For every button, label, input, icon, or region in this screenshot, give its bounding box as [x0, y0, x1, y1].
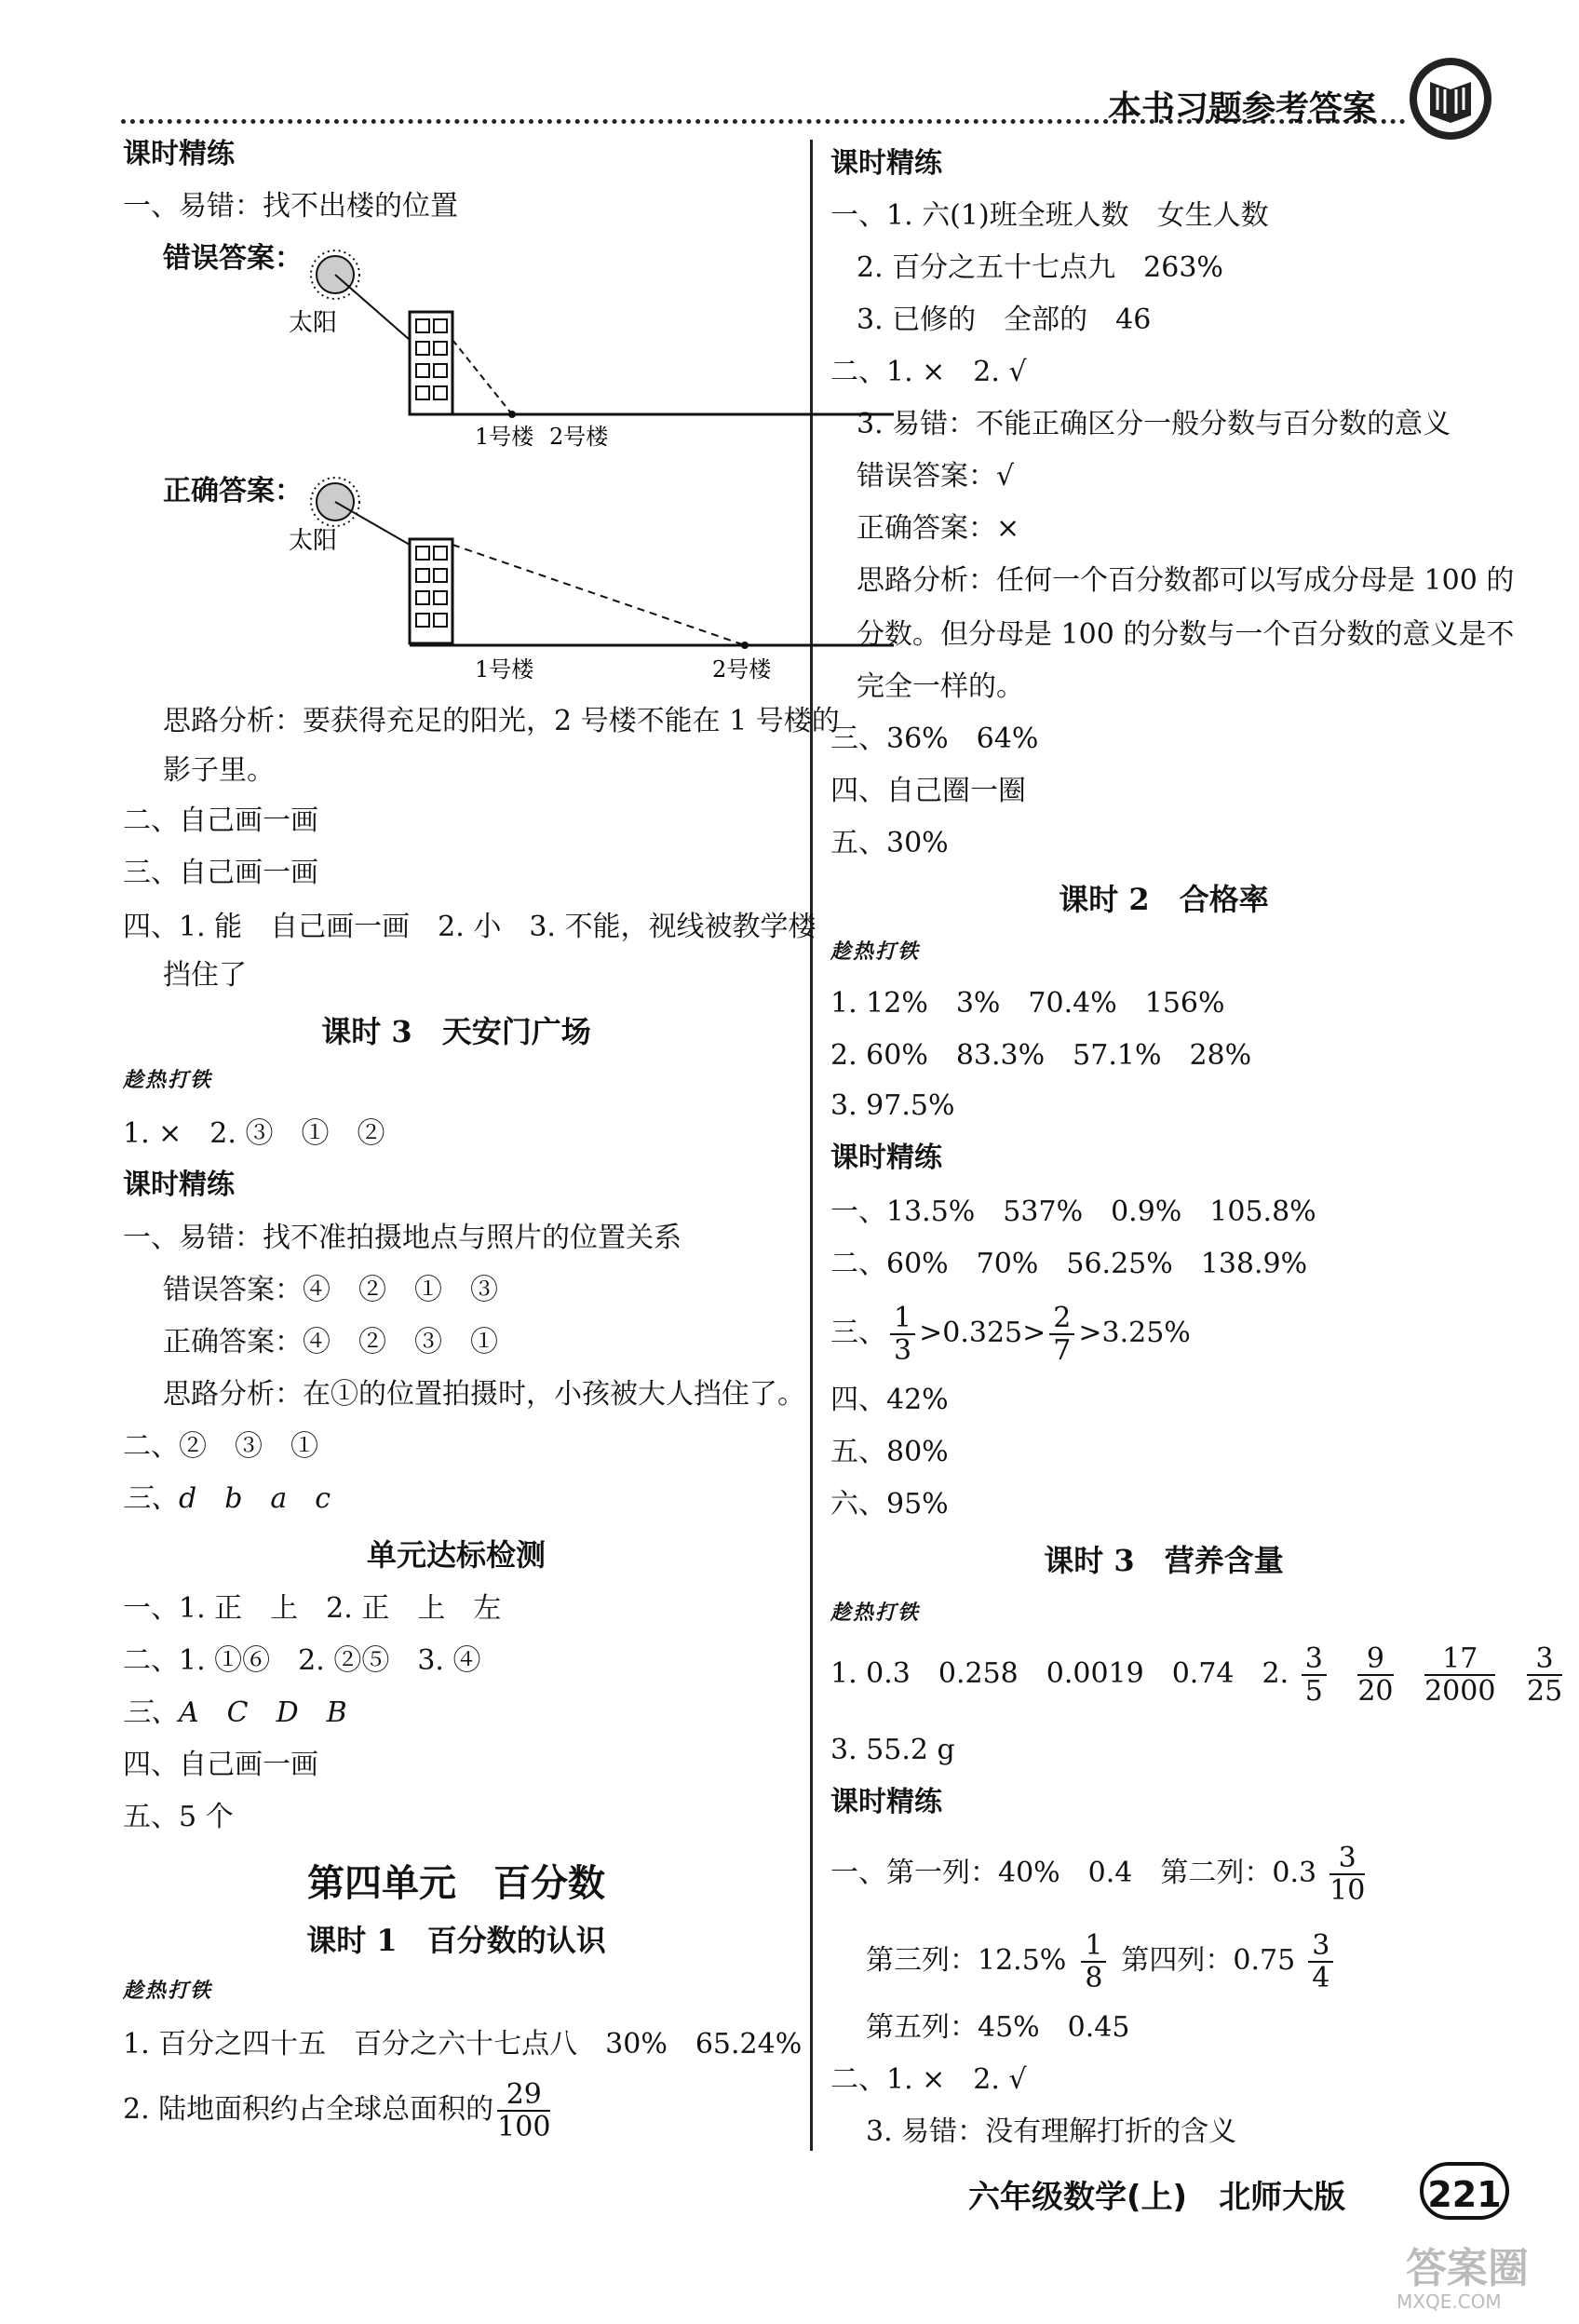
- fraction: $\frac{3}{5}$: [1302, 1643, 1327, 1707]
- answer-line: 1. 百分之四十五 百分之六十七点八 30% 65.24%: [123, 2028, 803, 2061]
- answer-line: 错误答案：④ ② ① ③: [163, 1274, 498, 1306]
- answer-line: 1. × 2. ③ ① ②: [123, 1117, 385, 1150]
- practice-tag: 趁热打铁: [123, 1068, 213, 1092]
- analysis-line: 思路分析：任何一个百分数都可以写成分母是 100 的: [857, 564, 1515, 597]
- answer-line: 2. 百分之五十七点九 263%: [857, 251, 1223, 284]
- section-heading: 课时精练: [123, 138, 235, 170]
- watermark-logo: 答案圈: [1406, 2245, 1529, 2292]
- analysis-line: 思路分析：要获得充足的阳光，2 号楼不能在 1 号楼的: [163, 705, 840, 737]
- page-number: 221: [1420, 2162, 1509, 2220]
- fraction: $\frac{17}{2000}$: [1424, 1642, 1496, 1708]
- right-answer-label: 正确答案：: [163, 475, 303, 507]
- answer-line: 三、A C D B: [123, 1696, 347, 1729]
- practice-tag: 趁热打铁: [830, 1601, 921, 1625]
- building-1-label: 1号楼: [475, 424, 534, 450]
- answer-line: 3. 易错：没有理解打折的含义: [866, 2115, 1237, 2148]
- answer-line: 一、1. 正 上 2. 正 上 左: [123, 1592, 502, 1625]
- section-heading: 课时精练: [830, 147, 942, 180]
- section-heading: 课时精练: [830, 1786, 942, 1818]
- book-logo-icon: [1406, 54, 1495, 143]
- lesson-title: 课时 2 合格率: [1059, 882, 1269, 917]
- answer-line: 三、36% 64%: [830, 723, 1039, 755]
- answer-line: 五、80%: [830, 1436, 949, 1468]
- answer-line: 五、5 个: [123, 1801, 234, 1833]
- fraction: $\frac{3}{10}$: [1329, 1842, 1366, 1907]
- answer-line: 五、30%: [830, 827, 949, 859]
- answer-line: 正确答案：×: [857, 512, 1020, 545]
- answer-line: 四、自己圈一圈: [830, 775, 1026, 807]
- header-title: 本书习题参考答案: [1108, 89, 1377, 128]
- section-heading: 课时精练: [123, 1169, 235, 1201]
- practice-tag: 趁热打铁: [123, 1979, 213, 2003]
- section-heading: 课时精练: [830, 1142, 942, 1174]
- analysis-line: 思路分析：在①的位置拍摄时，小孩被大人挡住了。: [163, 1378, 805, 1411]
- answer-line: 3. 易错：不能正确区分一般分数与百分数的意义: [857, 408, 1451, 440]
- answer-line: 六、95%: [830, 1488, 949, 1520]
- answer-line: 挡住了: [163, 959, 247, 992]
- answer-line: 第三列：12.5% $\frac{1}{8}$ 第四列：0.75 $\frac{3}{4}$: [866, 1924, 1337, 1998]
- building-2-label: 2号楼: [549, 424, 609, 450]
- answer-line: 2. 陆地面积约占全球总面积的 $\frac{29}{100}$: [123, 2078, 551, 2143]
- answer-line: 正确答案：④ ② ③ ①: [163, 1326, 498, 1358]
- fraction: $\frac{1}{3}$: [890, 1303, 915, 1366]
- answer-line: 2. 60% 83.3% 57.1% 28%: [830, 1039, 1252, 1072]
- answer-line: 四、1. 能 自己画一画 2. 小 3. 不能，视线被教学楼: [123, 911, 816, 943]
- answer-line: 一、易错：找不出楼的位置: [123, 190, 458, 223]
- answer-line: 二、1. ①⑥ 2. ②⑤ 3. ④: [123, 1644, 481, 1677]
- fraction: $\frac{3}{25}$: [1526, 1642, 1563, 1708]
- answer-line: 3. 97.5%: [830, 1089, 955, 1122]
- watermark-url: MXQE.COM: [1397, 2290, 1502, 2313]
- unit-title: 第四单元 百分数: [307, 1861, 605, 1905]
- answer-line: 三、d b a c: [123, 1482, 331, 1515]
- answer-line: 错误答案：√: [857, 460, 1015, 493]
- fraction: $\frac{1}{8}$: [1081, 1930, 1106, 1993]
- answer-line: 二、1. × 2. √: [830, 2063, 1027, 2096]
- sun-label: 太阳: [289, 527, 338, 555]
- analysis-line: 影子里。: [163, 754, 275, 787]
- building-1-label: 1号楼: [475, 656, 534, 682]
- fraction: $\frac{3}{4}$: [1308, 1930, 1333, 1993]
- lesson-title: 课时 1 百分数的认识: [306, 1923, 606, 1958]
- right-building-diagram: [279, 470, 912, 694]
- answer-line: 二、自己画一画: [123, 804, 318, 837]
- answer-line: 3. 55.2 g: [830, 1734, 955, 1766]
- lesson-title: 课时 3 营养含量: [1044, 1543, 1284, 1578]
- answer-line: 三、自己画一画: [123, 857, 318, 889]
- answer-line: 1. 0.3 0.258 0.0019 0.74 2. $\frac{3}{5}$ $\frac{9}{20}$ $\frac{17}{2000}$ $\frac{3}{25}$: [830, 1642, 1563, 1708]
- answer-line: 一、1. 六(1)班全班人数 女生人数: [830, 199, 1269, 232]
- sun-label: 太阳: [289, 309, 338, 337]
- fraction: $\frac{2}{7}$: [1049, 1303, 1074, 1366]
- footer-title: 六年级数学(上) 北师大版: [968, 2179, 1346, 2216]
- answer-line: 一、13.5% 537% 0.9% 105.8%: [830, 1196, 1316, 1228]
- practice-tag: 趁热打铁: [830, 939, 921, 964]
- building-2-label: 2号楼: [712, 656, 772, 682]
- answer-line: 一、第一列：40% 0.4 第二列：0.3 $\frac{3}{10}$: [830, 1842, 1366, 1907]
- answer-line: 二、60% 70% 56.25% 138.9%: [830, 1248, 1308, 1280]
- wrong-building-diagram: [279, 237, 912, 461]
- answer-line: 3. 已修的 全部的 46: [857, 304, 1152, 336]
- fraction: $\frac{29}{100}$: [497, 2078, 551, 2143]
- answer-line: 二、1. × 2. √: [830, 356, 1027, 388]
- wrong-answer-label: 错误答案：: [163, 242, 303, 275]
- answer-line: 1. 12% 3% 70.4% 156%: [830, 987, 1225, 1020]
- lesson-title: 课时 3 天安门广场: [321, 1014, 591, 1049]
- section-title: 单元达标检测: [366, 1537, 546, 1573]
- answer-line: 四、自己画一画: [123, 1749, 318, 1781]
- answer-line: 三、 $\frac{1}{3}$ >0.325> $\frac{2}{7}$ >3.25%: [830, 1302, 1191, 1367]
- answer-line: 四、42%: [830, 1384, 949, 1416]
- answer-line: 一、易错：找不准拍摄地点与照片的位置关系: [123, 1222, 682, 1254]
- answer-line: 第五列：45% 0.45: [866, 2011, 1130, 2044]
- fraction: $\frac{9}{20}$: [1357, 1642, 1394, 1708]
- analysis-line: 完全一样的。: [857, 670, 1024, 703]
- answer-line: 二、② ③ ①: [123, 1430, 318, 1463]
- analysis-line: 分数。但分母是 100 的分数与一个百分数的意义是不: [857, 618, 1515, 651]
